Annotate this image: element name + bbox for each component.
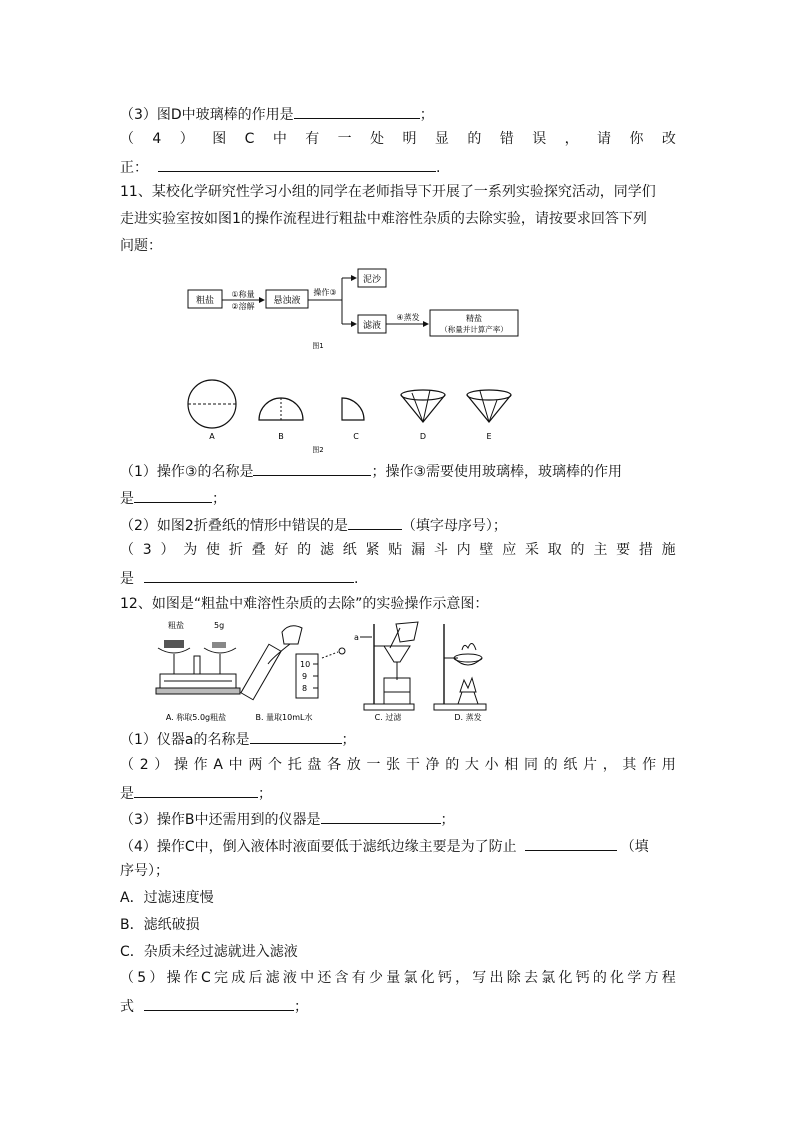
q11-part1-line1: （1）操作③的名称是 ；操作③需要使用玻璃棒，玻璃棒的作用 [120,460,676,482]
justified-char: 采 [524,542,539,558]
q12-part4-line2: 序号）； [120,863,169,879]
caption-b: B. 量取10mL水 [255,713,313,722]
justified-char: 各 [327,757,342,773]
justified-char: 液 [282,970,297,986]
answer-blank[interactable] [348,514,402,530]
justified-char: ， [455,970,470,986]
weight-label: 5g [214,621,225,630]
justified-char: 方 [644,970,659,986]
justified-char: 措 [638,542,653,558]
justified-char: 钙 [437,970,452,986]
justified-char: 大 [464,757,479,773]
justified-char: 同 [523,757,538,773]
label-b: B [278,432,284,441]
refined-salt-label: 精盐 [466,314,482,323]
justified-char: 操 [166,970,181,986]
justified-char: 2 [139,757,149,773]
answer-blank[interactable] [134,782,258,798]
option-c: C．杂质未经过滤就进入滤液 [120,944,298,960]
justified-char: 纸 [342,542,357,558]
cylinder-mark-8: 8 [302,684,308,693]
justified-char: 学 [627,970,642,986]
justified-char: 处 [370,131,385,147]
justified-char: 为 [183,542,198,558]
figure-2-caption: 图2 [312,446,324,454]
step3-label: 操作③ [313,288,337,297]
justified-char: 紧 [365,542,380,558]
justified-char: 写 [472,970,487,986]
justified-char: 纸 [563,757,578,773]
justified-char: 好 [274,542,289,558]
justified-char: 斗 [433,542,448,558]
paper-a-circle [188,380,236,428]
justified-char: 还 [317,970,332,986]
justified-char: 改 [661,131,676,147]
q11-intro-line2: 走进实验室按如图1的操作流程进行粗盐中难溶性杂质的去除实验，请按要求回答下列 [120,211,647,227]
cylinder-mark-9: 9 [302,672,308,681]
justified-char: 有 [351,970,366,986]
justified-char: 折 [228,542,243,558]
justified-char: 一 [337,131,352,147]
justified-char: 托 [287,757,302,773]
justified-char: 放 [346,757,361,773]
option-b: B．滤纸破损 [120,917,200,933]
justified-char: （ [120,542,134,558]
balance-illustration [156,620,240,694]
justified-char: 片 [583,757,597,773]
evaporation-illustration [434,624,486,710]
justified-char: 相 [504,757,519,773]
justified-char: ） [149,970,164,986]
answer-blank[interactable] [294,103,420,119]
filter-paper-figure-2 [180,378,530,456]
q11-intro-line1: 11、某校化学研究性学习小组的同学在老师指导下开展了一系列实验探究活动，同学们 [120,184,656,200]
justified-char: 用 [661,757,676,773]
salt-label: 粗盐 [168,621,184,630]
justified-char: 图 [212,131,227,147]
q12-intro: 12、如图是“粗盐中难溶性杂质的去除”的实验操作示意图： [120,596,489,612]
step1-label: ①称量 [231,290,255,299]
suspension-label: 悬浊液 [273,296,301,306]
justified-char: 完 [214,970,229,986]
justified-char: 作 [183,970,198,986]
justified-char: 请 [597,131,612,147]
answer-blank[interactable] [144,995,294,1011]
answer-blank[interactable] [144,567,354,583]
justified-char: 少 [368,970,383,986]
step4-label: ④蒸发 [396,313,420,322]
justified-char: 氯 [541,970,556,986]
label-c: C [353,432,359,441]
justified-char: 程 [661,970,676,986]
justified-char: 干 [405,757,420,773]
justified-char: 取 [547,542,562,558]
justified-char: 应 [502,542,517,558]
justified-char: ） [154,757,169,773]
justified-char: 的 [570,542,585,558]
justified-char: 内 [456,542,471,558]
justified-char: 个 [268,757,282,773]
label-e: E [486,432,492,441]
justified-char: 滤 [319,542,334,558]
answer-blank[interactable] [134,487,212,503]
answer-blank[interactable] [253,460,371,476]
paper-b-half [259,398,303,420]
q12-part4-line1: （4）操作C中，倒入液体时液面要低于滤纸边缘主要是为了防止 （填 [120,835,676,857]
justified-char: （ [120,757,134,773]
justified-char: 贴 [388,542,403,558]
answer-blank[interactable] [321,808,441,824]
justified-char: 要 [616,542,631,558]
justified-char: 出 [489,970,504,986]
justified-char: 的 [592,970,607,986]
justified-char: 除 [506,970,521,986]
crude-salt-label: 粗盐 [195,296,215,306]
justified-char: C [201,970,211,986]
justified-char: 化 [420,970,435,986]
q10-part4-line1 [120,129,676,149]
answer-blank[interactable] [250,728,342,744]
experiment-operations-figure [152,618,512,724]
justified-char: 4 [152,131,162,147]
justified-char: 一 [366,757,381,773]
flow-chart-figure-1 [180,262,530,354]
justified-char: ， [564,131,579,147]
justified-char: 滤 [265,970,280,986]
paper-e-cone [467,390,511,422]
justified-char: C [244,131,255,147]
justified-char: 净 [425,757,440,773]
q10-part3: （3）图D中玻璃棒的作用是 ； [120,103,676,125]
caption-a: A. 称取5.0g粗盐 [165,713,227,722]
justified-char: 5 [137,970,147,986]
justified-char: 的 [297,542,312,558]
justified-char: 盘 [307,757,322,773]
filtrate-label: 滤液 [362,321,382,331]
q12-part2-line1 [120,755,676,775]
figure-1-caption: 图1 [312,342,324,350]
justified-char: ） [160,542,175,558]
justified-char: 叠 [251,542,266,558]
justified-char: 明 [402,131,417,147]
justified-char: 操 [173,757,188,773]
caption-d: D. 蒸发 [454,713,482,722]
paper-d-cone [401,390,445,422]
label-d: D [419,432,427,441]
justified-char: （ [120,131,134,147]
q12-part1: （1）仪器a的名称是 ； [120,728,676,750]
justified-char: 的 [543,757,558,773]
justified-char: 你 [629,131,644,147]
q11-part2: （2）如图2折叠纸的情形中错误的是 （填字母序号）； [120,514,676,536]
justified-char: 氯 [403,970,418,986]
caption-c: C. 过滤 [374,713,402,722]
justified-char: 误 [532,131,547,147]
justified-char: 其 [622,757,637,773]
justified-char: 中 [300,970,315,986]
cylinder-mark-10: 10 [300,660,311,669]
filtration-illustration [354,622,418,710]
justified-char: 的 [445,757,460,773]
q12-part3: （3）操作B中还需用到的仪器是 ； [120,808,676,830]
justified-char: 壁 [479,542,494,558]
justified-char: 显 [434,131,449,147]
justified-char: 有 [305,131,320,147]
justified-char: 张 [386,757,401,773]
justified-char: 含 [334,970,349,986]
mud-label: 泥沙 [362,275,382,285]
justified-char: 两 [248,757,263,773]
justified-char: 作 [642,757,657,773]
justified-char: A [213,757,223,773]
q10-part4-line2: 正： . [120,156,676,178]
label-a: A [209,432,215,441]
justified-char: 化 [610,970,625,986]
justified-char: 中 [228,757,243,773]
justified-char: 主 [593,542,608,558]
answer-blank[interactable] [158,156,436,172]
justified-char: ） [179,131,194,147]
justified-char: 后 [248,970,263,986]
justified-char: 使 [206,542,221,558]
justified-char: ， [602,757,617,773]
justified-char: 小 [484,757,499,773]
justified-char: 中 [272,131,287,147]
justified-char: 成 [231,970,246,986]
justified-char: 的 [467,131,482,147]
refined-salt-note: （称量并计算产率） [440,325,508,334]
paper-c-quarter [342,398,364,420]
justified-char: （ [120,970,134,986]
q12-part2-line2: 是 ； [120,782,676,804]
justified-char: 量 [386,970,401,986]
justified-char: 错 [499,131,514,147]
justified-char: 钙 [575,970,590,986]
q12-part5-line1 [120,968,676,988]
justified-char: 3 [142,542,152,558]
justified-char: 去 [523,970,538,986]
graduated-cylinder-illustration [241,626,345,700]
instrument-a-label: a [354,633,359,642]
q11-intro-line3: 问题： [120,238,162,254]
justified-char: 漏 [411,542,426,558]
q11-part1-line2: 是 ； [120,487,676,509]
justified-char: 施 [661,542,676,558]
q11-part3-line1 [120,540,676,560]
justified-char: 化 [558,970,573,986]
q12-part5-line2: 式 ； [120,995,676,1017]
answer-blank[interactable] [525,835,617,851]
q11-part3-line2: 是 . [120,567,676,589]
justified-char: 作 [193,757,208,773]
step2-label: ②溶解 [231,302,255,311]
option-a: A．过滤速度慢 [120,890,214,906]
